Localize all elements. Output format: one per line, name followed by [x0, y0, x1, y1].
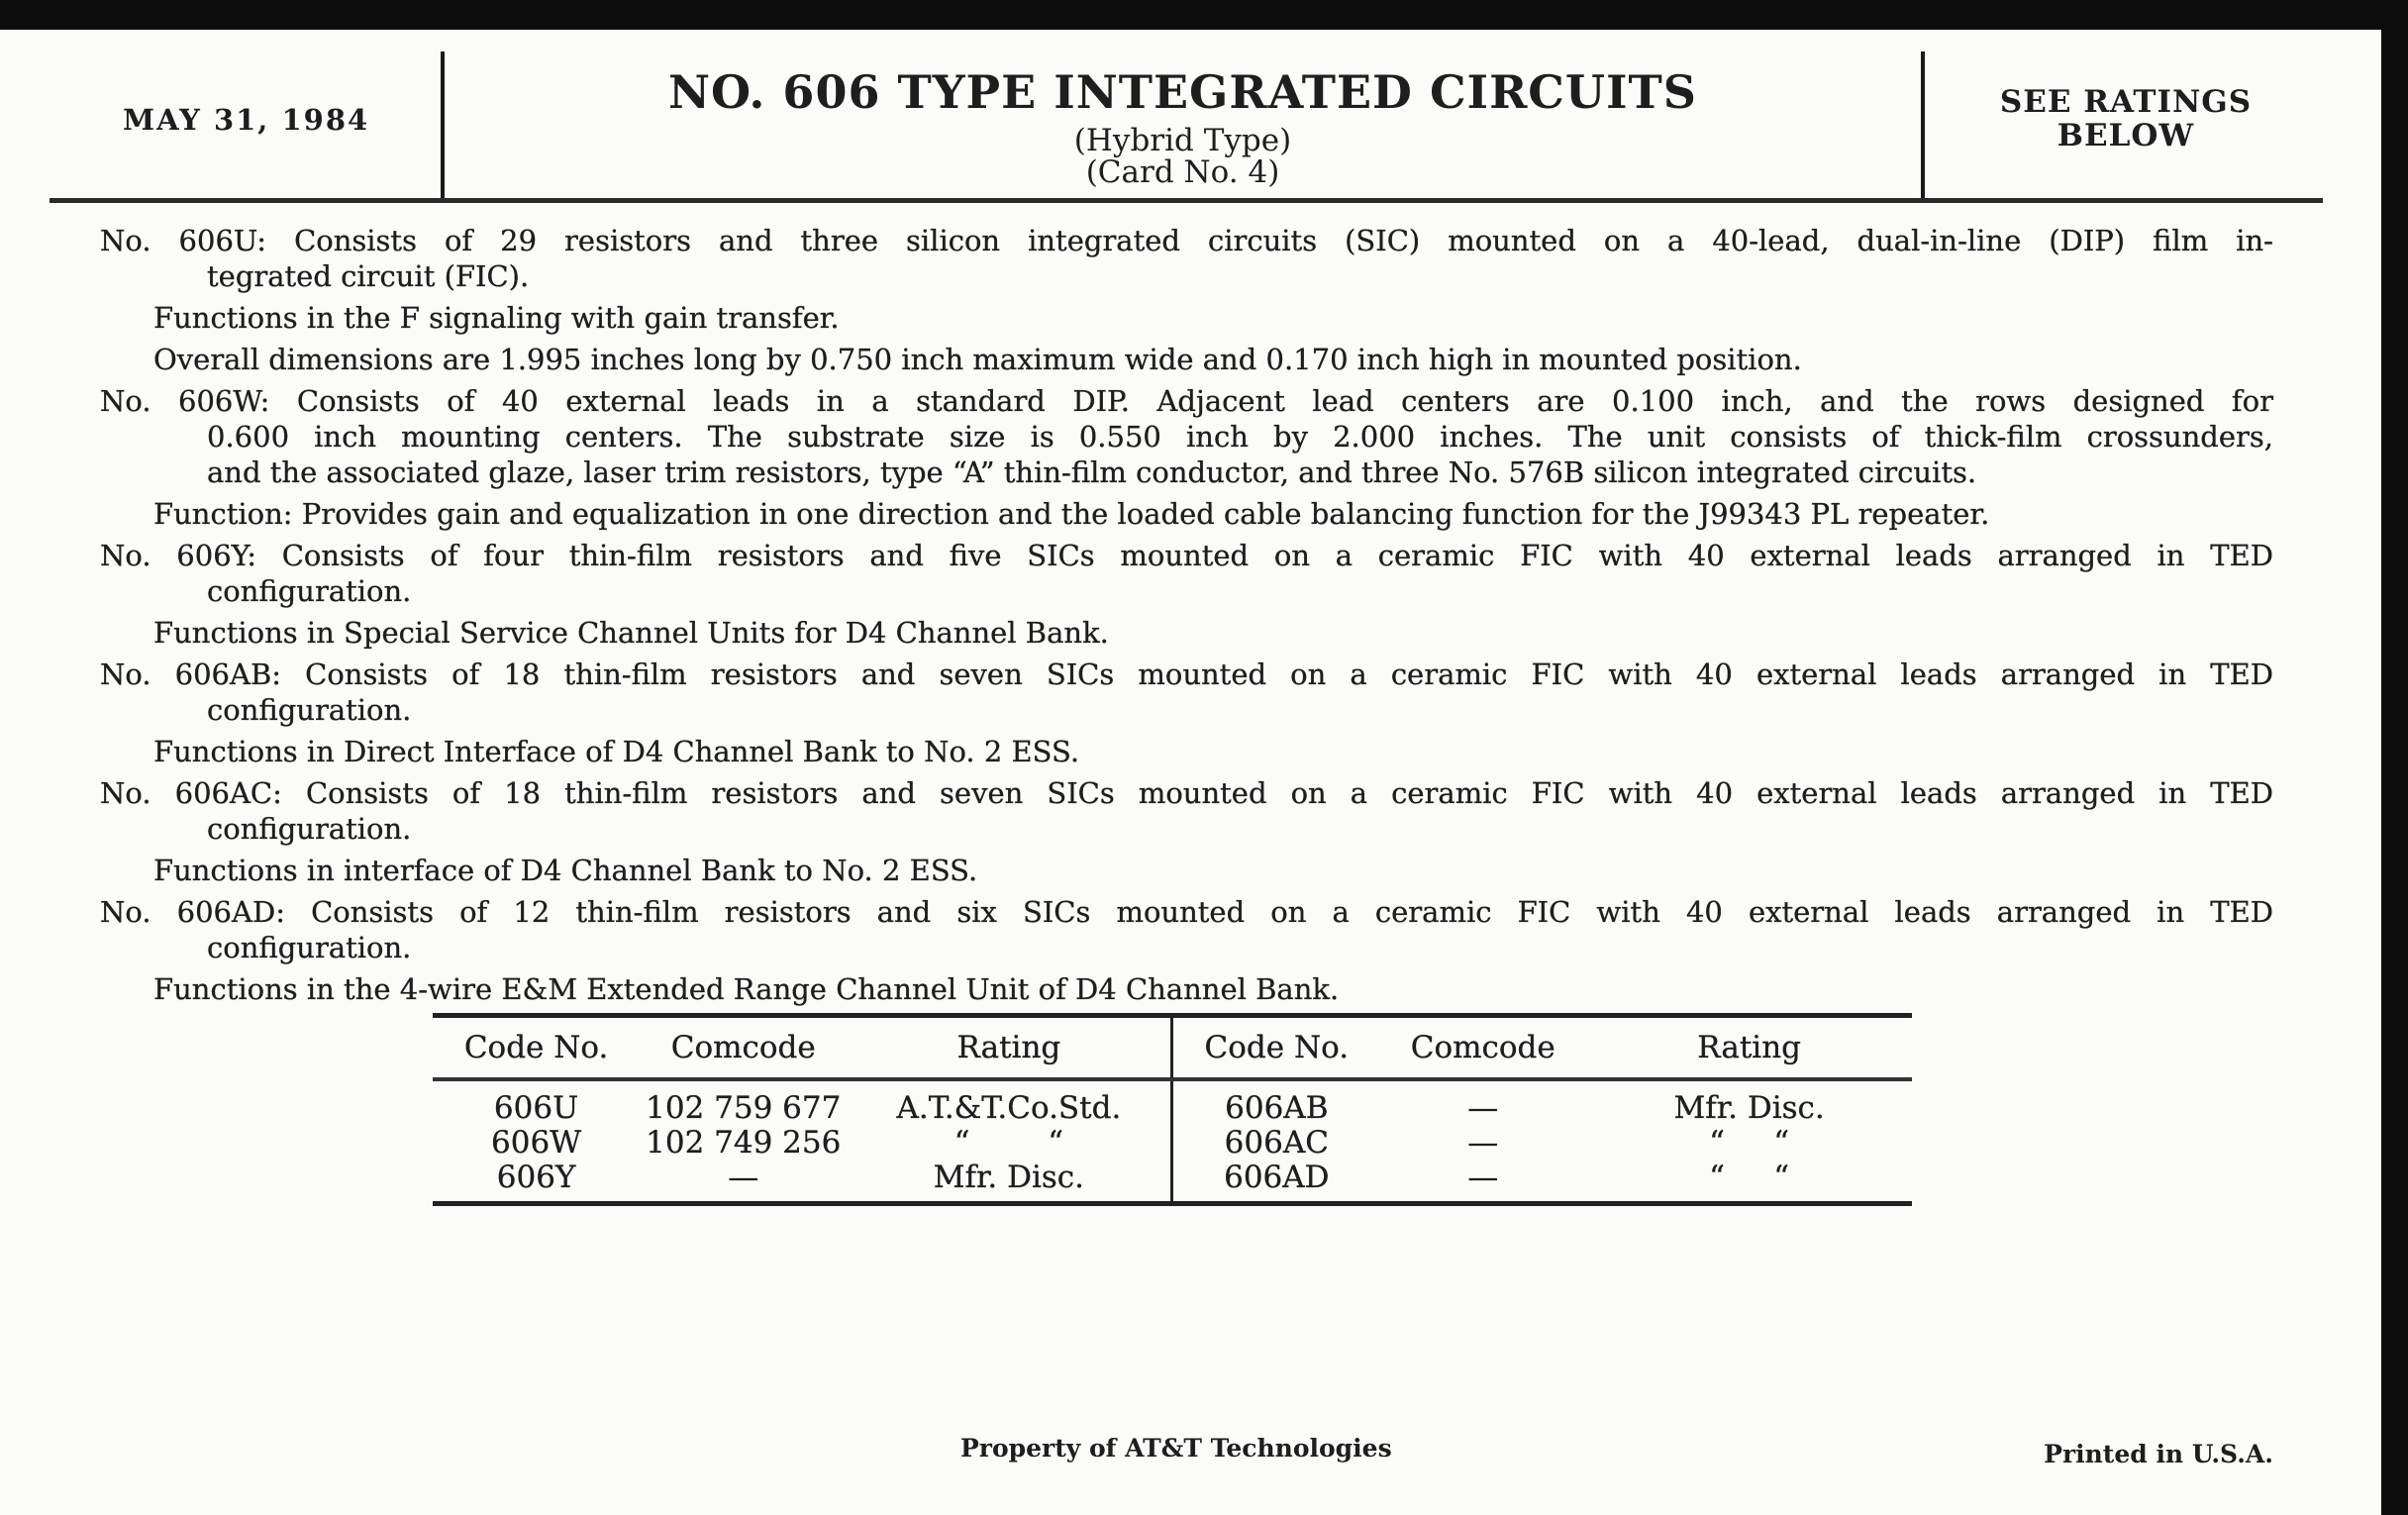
entry: [100, 538, 2273, 609]
table-cell: 606AB: [1225, 1090, 1329, 1126]
entry-text: No. 606Y: Consists of four thin-film resistors and five SICs mounted on a ceramic FIC with 40 external leads arranged in TED: [100, 539, 2273, 572]
entry-function: Functions in Special Service Channel Units for D4 Channel Bank.: [153, 616, 1109, 650]
entry-text: No. 606W: Consists of 40 external leads in a standard DIP. Adjacent lead centers are 0.100 inch, and the rows designed for: [100, 384, 2273, 418]
entry-function: Functions in the F signaling with gain transfer.: [153, 301, 840, 335]
table-row: [433, 1161, 1912, 1204]
table-cell: 102 749 256: [646, 1125, 842, 1161]
entry-text-continued: tegrated circuit (FIC).: [207, 259, 530, 293]
subtitle-type: (Hybrid Type): [1073, 123, 1292, 158]
column-header: Comcode: [640, 1016, 847, 1080]
column-header: Rating: [1586, 1016, 1912, 1080]
subtitle-card: (Card No. 4): [1085, 154, 1280, 190]
entry-text-continued: and the associated glaze, laser trim resistors, type “A” thin-film conductor, and three No. 576B silicon integrated circuits.: [207, 455, 1977, 489]
column-header: Code No.: [433, 1016, 640, 1080]
table-cell: 606W: [491, 1125, 582, 1161]
page-title: NO. 606 TYPE INTEGRATED CIRCUITS: [667, 65, 1697, 119]
entry-text: No. 606U: Consists of 29 resistors and three silicon integrated circuits (SIC) mounted on a 40-lead, dual-in-line (DIP) film in-: [100, 224, 2273, 257]
table-cell: 606U: [493, 1090, 579, 1126]
table-cell: 102 759 677: [646, 1090, 842, 1126]
entry-text-continued: configuration.: [207, 693, 412, 727]
top-border: [0, 0, 2408, 30]
entry-text: No. 606AC: Consists of 18 thin-film resistors and seven SICs mounted on a ceramic FIC with 40 external leads arranged in TED: [100, 776, 2273, 810]
property-notice: Property of AT&T Technologies: [960, 1434, 1392, 1463]
entry: [100, 894, 2273, 965]
table-cell: —: [1467, 1125, 1499, 1161]
printed-notice: Printed in U.S.A.: [2044, 1440, 2273, 1468]
entry: [100, 656, 2273, 728]
ratings-table: [433, 1013, 1912, 1206]
entry: [100, 775, 2273, 847]
entry-text-continued: configuration.: [207, 931, 412, 964]
description-body: [100, 223, 2273, 1013]
table-cell: —: [1379, 1161, 1586, 1204]
table-cell: —: [1467, 1090, 1499, 1126]
table-cell: 606AD: [1172, 1161, 1379, 1204]
entry: [100, 383, 2273, 490]
column-header: Rating: [847, 1016, 1172, 1080]
header-rule: [50, 198, 2323, 203]
entry-text: No. 606AD: Consists of 12 thin-film resistors and six SICs mounted on a ceramic FIC with 40 external leads arranged in TED: [100, 895, 2273, 929]
entry-function: Overall dimensions are 1.995 inches long by 0.750 inch maximum wide and 0.170 inch high in mounted position.: [153, 343, 1802, 376]
table-cell: 606AC: [1224, 1125, 1329, 1161]
table-cell: Mfr. Disc.: [847, 1161, 1172, 1204]
table-cell: “ “: [1709, 1125, 1790, 1161]
entry-function: Function: Provides gain and equalization in one direction and the loaded cable balancing function for the J99343 PL repeater.: [153, 497, 1990, 531]
table-cell: Mfr. Disc.: [1673, 1090, 1825, 1126]
entry-text-continued: 0.600 inch mounting centers. The substrate size is 0.550 inch by 2.000 inches. The unit consists of thick-film crossunders,: [207, 420, 2273, 454]
entry-function: Functions in the 4-wire E&M Extended Range Channel Unit of D4 Channel Bank.: [153, 972, 1340, 1006]
ratings-note: [1923, 85, 2329, 152]
table-header-row: [433, 1016, 1912, 1080]
right-border: [2381, 0, 2408, 1515]
date: MAY 31, 1984: [123, 103, 370, 137]
column-header: Code No.: [1172, 1016, 1379, 1080]
entry-text: No. 606AB: Consists of 18 thin-film resistors and seven SICs mounted on a ceramic FIC with 40 external leads arranged in TED: [100, 657, 2273, 691]
table-cell: 606Y: [433, 1161, 640, 1204]
table-row: [433, 1079, 1912, 1126]
entry-function: Functions in Direct Interface of D4 Channel Bank to No. 2 ESS.: [153, 735, 1080, 768]
ratings-note-line1: SEE RATINGS: [1999, 84, 2253, 120]
table-cell: —: [640, 1161, 847, 1204]
entry-text-continued: configuration.: [207, 574, 412, 608]
table-cell: “ “: [847, 1126, 1172, 1161]
entry: [100, 223, 2273, 294]
table-cell: “ “: [1586, 1161, 1912, 1204]
table-row: [433, 1126, 1912, 1161]
entry-function: Functions in interface of D4 Channel Bank to No. 2 ESS.: [153, 854, 978, 887]
ratings-note-line2: BELOW: [2057, 118, 2195, 153]
column-header: Comcode: [1379, 1016, 1586, 1080]
table-cell: A.T.&T.Co.Std.: [847, 1079, 1172, 1126]
entry-text-continued: configuration.: [207, 812, 412, 846]
